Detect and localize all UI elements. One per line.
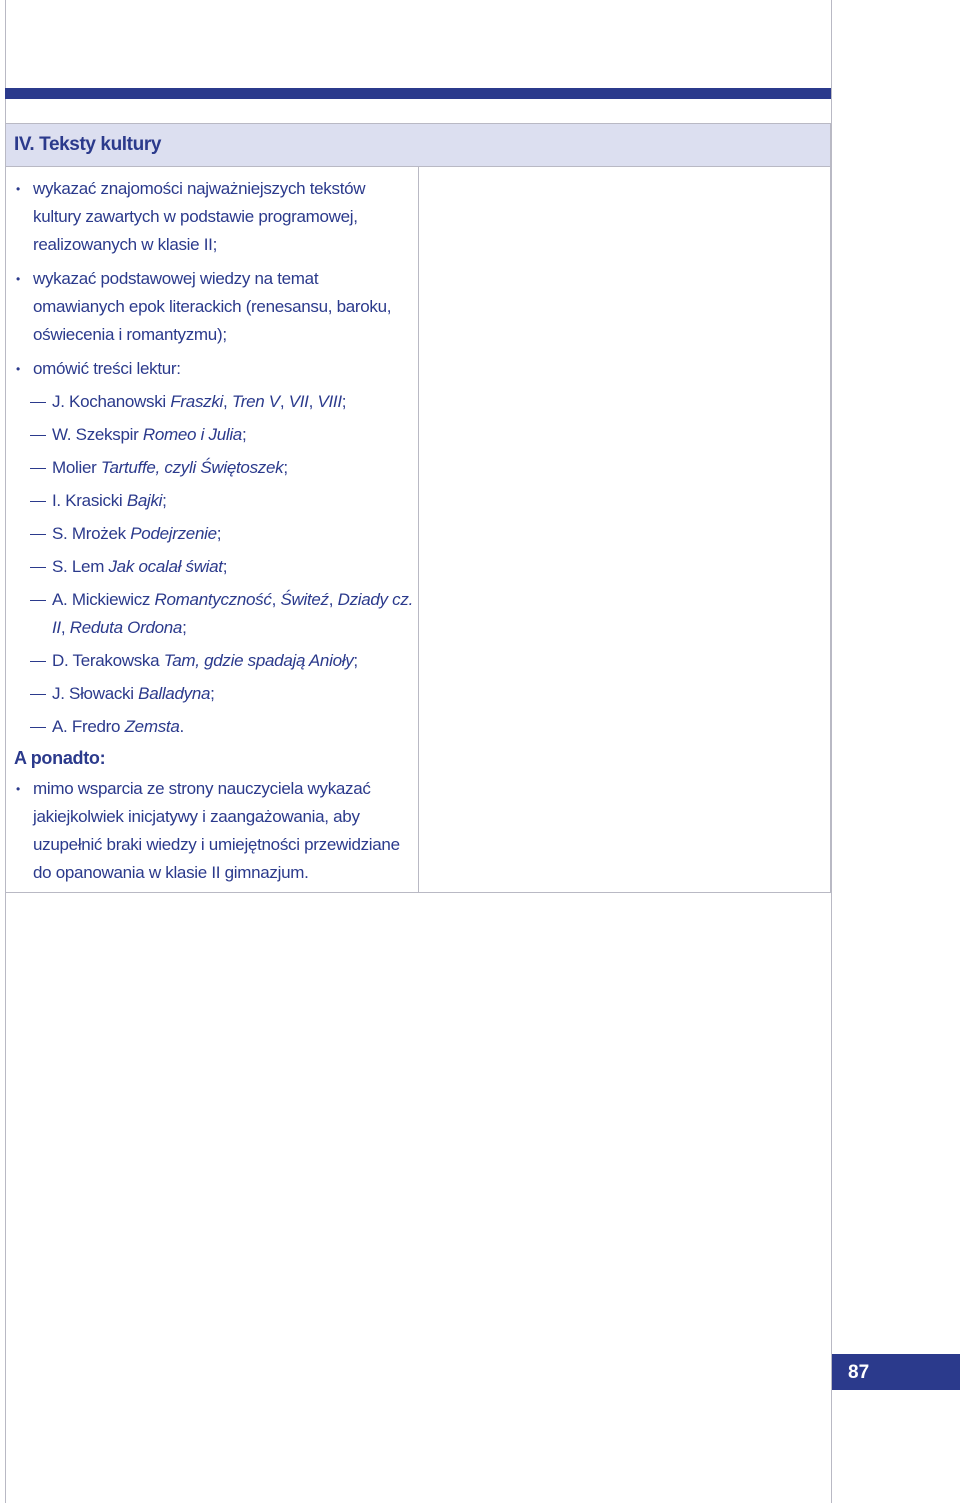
- requirements-table: [5, 123, 831, 893]
- reading-item: A. Mickiewicz Romantyczność, Świteź, Dziady cz. II, Reduta Ordona;: [14, 586, 414, 642]
- reading-item: S. Lem Jak ocalał świat;: [14, 553, 414, 581]
- reading-item: A. Fredro Zemsta.: [14, 713, 414, 741]
- page-right-border: [831, 0, 832, 1503]
- column-divider: [418, 167, 419, 892]
- reading-item: S. Mrożek Podejrzenie;: [14, 520, 414, 548]
- list-item: • omówić treści lektur:: [14, 355, 414, 383]
- list-item: • wykazać podstawowej wiedzy na temat omawianych epok literackich (renesansu, baroku, oświecenia i romantyzmu);: [14, 265, 414, 349]
- top-accent-bar: [5, 88, 831, 99]
- reading-item: W. Szekspir Romeo i Julia;: [14, 421, 414, 449]
- section-title: IV. Teksty kultury: [14, 134, 161, 155]
- table-header: [6, 124, 830, 167]
- reading-item: J. Kochanowski Fraszki, Tren V, VII, VIII;: [14, 388, 414, 416]
- page-number-badge: [832, 1354, 960, 1390]
- reading-item: Molier Tartuffe, czyli Świętoszek;: [14, 454, 414, 482]
- reading-item: D. Terakowska Tam, gdzie spadają Anioły;: [14, 647, 414, 675]
- reading-item: I. Krasicki Bajki;: [14, 487, 414, 515]
- reading-item: J. Słowacki Balladyna;: [14, 680, 414, 708]
- list-item: • mimo wsparcia ze strony nauczyciela wykazać jakiejkolwiek inicjatywy i zaangażowania, aby uzupełnić braki wiedzy i umiejętności przewidziane do opanowania w klasie II gimnazjum.: [14, 775, 414, 887]
- also-heading: A ponadto:: [14, 748, 106, 768]
- list-item: • wykazać znajomości najważniejszych tekstów kultury zawartych w podstawie programowej, realizowanych w klasie II;: [14, 175, 414, 259]
- page-number: 87: [848, 1362, 870, 1383]
- left-column-content: [14, 175, 414, 887]
